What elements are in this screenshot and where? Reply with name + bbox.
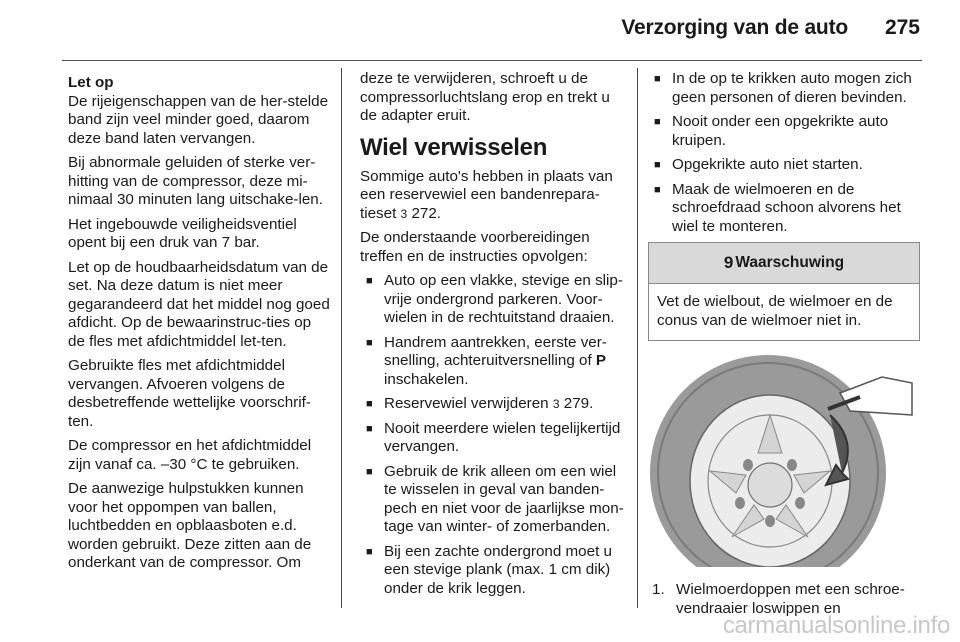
wheel-cover-illustration — [650, 353, 916, 567]
paragraph: Let op de houdbaarheidsdatum van de set. Na deze datum is niet meer gegarandeerd dat het middel nog goed afdicht. Op de bewaarinstruc-ties op de fles met afdichtmiddel let-ten. — [68, 258, 330, 350]
warning-text: Vet de wielbout, de wielmoer en de conus van de wielmoer niet in. — [657, 293, 893, 329]
list-item — [368, 395, 624, 414]
watermark: carmanualsonline.info — [722, 612, 950, 639]
list-item — [368, 543, 624, 599]
paragraph: Gebruikte fles met afdichtmiddel vervangen. Afvoeren volgens de desbetreffende wettelijke voorschrif-ten. — [68, 357, 311, 430]
bullet-list — [648, 70, 922, 236]
list-item — [368, 420, 624, 457]
list-item-text: Nooit onder een opgekrikte auto kruipen. — [672, 113, 889, 149]
paragraph: De rijeigenschappen van de her-stelde band zijn veel minder goed, daarom deze band laten vervangen. — [68, 92, 329, 147]
page-number: 275 — [884, 16, 920, 39]
list-item-text: In de op te krikken auto mogen zich geen personen of dieren bevinden. — [672, 70, 912, 106]
header-title: Verzorging van de auto — [621, 16, 848, 39]
list-item-text: Nooit meerdere wielen tegelijkertijd vervangen. — [384, 419, 621, 455]
bullet-icon: ■ — [366, 336, 373, 349]
column-2 — [360, 70, 624, 604]
list-item — [656, 113, 922, 150]
list-item — [656, 181, 922, 237]
note-title: Let op — [68, 74, 114, 91]
list-item — [656, 156, 922, 175]
paragraph: deze te verwijderen, schroeft u de compressorluchtslang erop en trekt u de adapter eruit. — [360, 70, 610, 124]
bullet-icon: ■ — [366, 545, 373, 558]
paragraph: De compressor en het afdichtmiddel zijn vanaf ca. –30 °C te gebruiken. — [68, 437, 312, 473]
warning-box — [648, 242, 920, 341]
page-ref[interactable]: 272. — [411, 204, 442, 222]
column-divider-1 — [341, 68, 342, 608]
list-item-text: Auto op een vlakke, stevige en slip-vrije ondergrond parkeren. Voor-wielen in de rechtuitstand draaien. — [384, 272, 623, 326]
column-3 — [648, 70, 922, 618]
list-item-text: Maak de wielmoeren en de schroefdraad schoon alvorens het wiel te monteren. — [672, 180, 901, 235]
list-item-text: Opgekrikte auto niet starten. — [672, 156, 863, 173]
warning-triangle-icon: 9 — [723, 252, 734, 272]
header-rule — [62, 60, 922, 61]
bullet-icon: ■ — [366, 422, 373, 435]
paragraph: Het ingebouwde veiligheidsventiel opent bij een druk van 7 bar. — [68, 215, 297, 251]
paragraph — [360, 168, 624, 224]
bullet-icon: ■ — [654, 116, 661, 128]
page-ref-arrow-icon: 3 — [552, 397, 560, 411]
paragraph-text: Sommige auto's hebben in plaats van een reservewiel een bandenrepara-tieset — [360, 167, 613, 222]
hub-cap — [748, 463, 792, 507]
bullet-list — [360, 272, 624, 598]
list-item-text: Bij een zachte ondergrond moet u een stevige plank (max. 1 cm dik) onder de krik leggen. — [384, 542, 612, 597]
wheel-cover-drawing — [650, 353, 916, 567]
list-item-text: inschakelen. — [384, 370, 469, 388]
step-text: Wielmoerdoppen met een schroe-vendraaier loswippen en — [676, 581, 905, 617]
bullet-icon: ■ — [654, 73, 661, 85]
section-title: Wiel verwisselen — [360, 133, 548, 161]
paragraph: Bij abnormale geluiden of sterke ver-hitting van de compressor, deze mi-nimaal 30 minuten lang uitschake-len. — [68, 154, 323, 208]
warning-title: Waarschuwing — [735, 253, 845, 271]
list-item — [368, 272, 624, 328]
page-ref[interactable]: 279. — [563, 395, 594, 412]
step-number: 1. — [652, 581, 665, 598]
column-divider-2 — [637, 68, 638, 608]
list-item — [368, 334, 624, 390]
bullet-icon: ■ — [366, 465, 373, 478]
bullet-icon: ■ — [654, 159, 661, 171]
list-item-text: Gebruik de krik alleen om een wiel te wisselen in geval van banden-pech en niet voor de jaarlijkse mon-tage van winter- of zomerbanden. — [384, 462, 624, 535]
paragraph: De onderstaande voorbereidingen treffen en de instructies opvolgen: — [360, 229, 590, 265]
list-item — [368, 463, 624, 537]
bullet-icon: ■ — [366, 275, 373, 287]
warning-header — [649, 243, 919, 284]
bullet-icon: ■ — [366, 398, 373, 410]
bullet-icon: ■ — [654, 183, 661, 196]
page-ref-arrow-icon: 3 — [400, 206, 408, 221]
column-1 — [68, 74, 330, 579]
gear-p-label: P — [595, 352, 607, 369]
list-item-text: Reservewiel verwijderen — [384, 395, 549, 412]
list-item — [656, 70, 922, 107]
paragraph: De aanwezige hulpstukken kunnen voor het oppompen van ballen, luchtbedden en opblaasboten e.d. worden gebruikt. Deze zitten aan de onderkant van de compressor. Om — [68, 480, 312, 571]
list-item-text: Handrem aantrekken, eerste ver-snelling, achteruitversnelling of — [384, 333, 607, 369]
hand-shape — [840, 377, 912, 415]
